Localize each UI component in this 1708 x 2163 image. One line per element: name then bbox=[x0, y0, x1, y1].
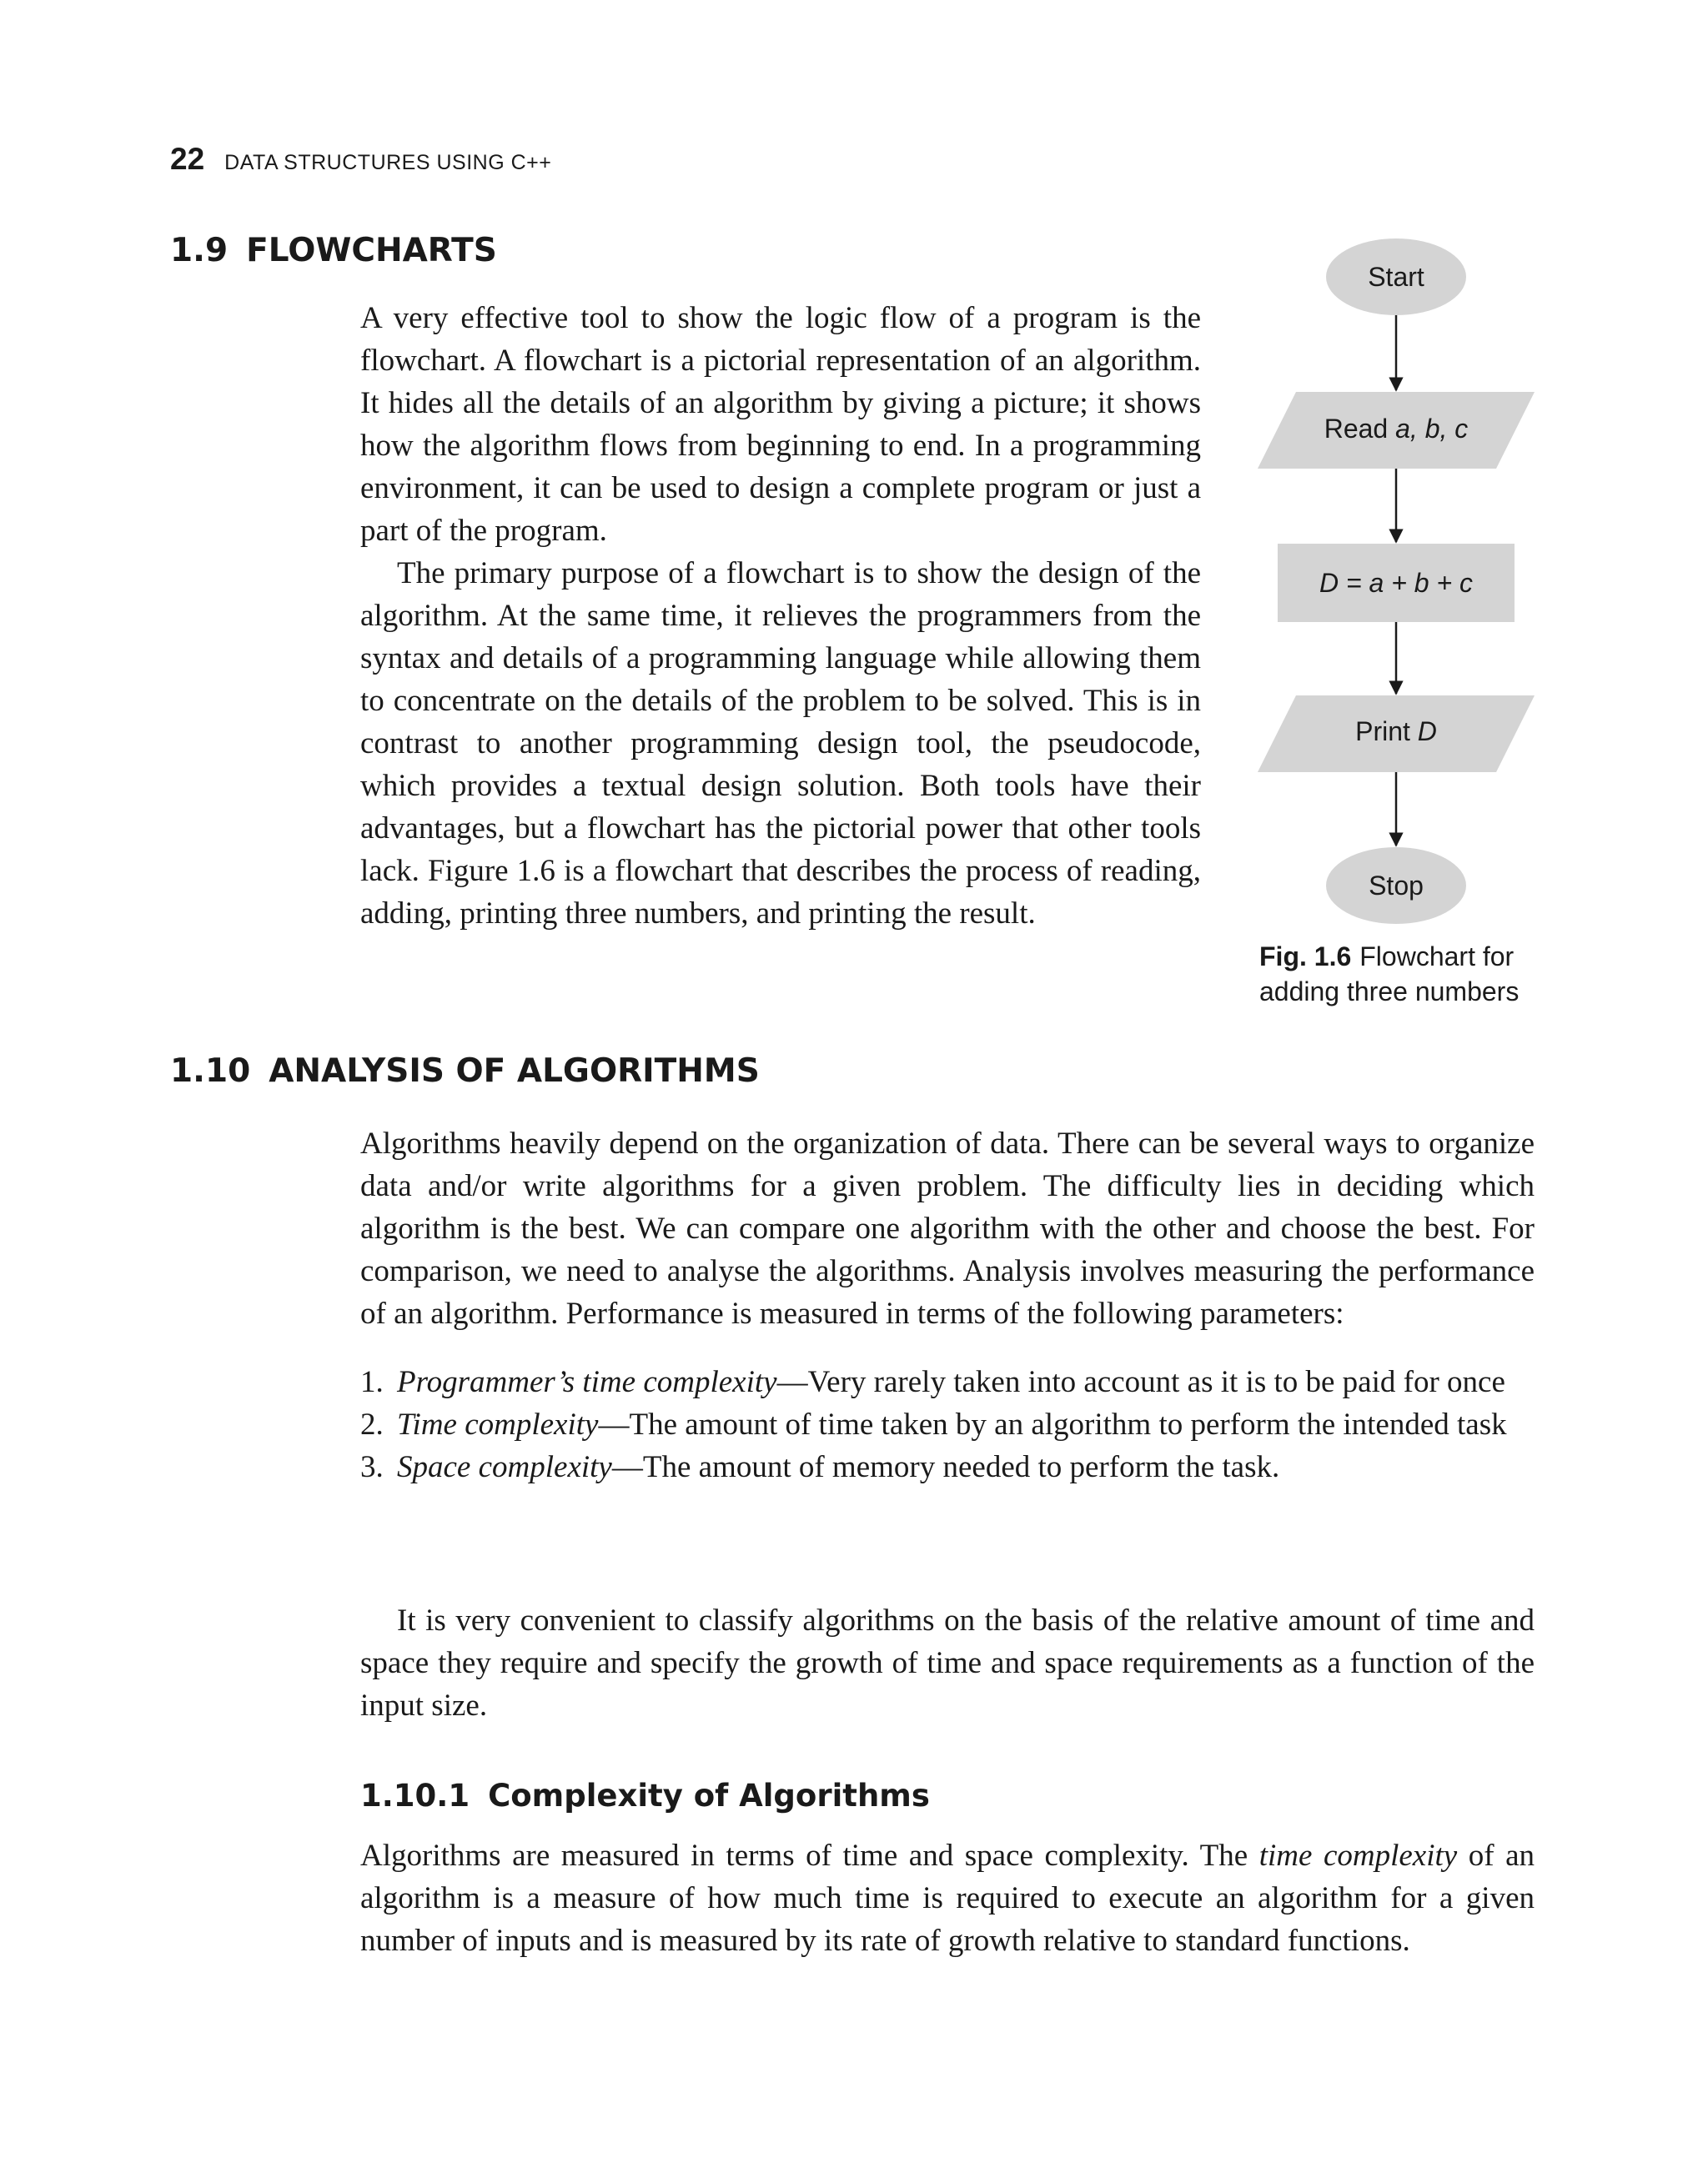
start-label: Start bbox=[1368, 262, 1424, 292]
figure-caption bbox=[1259, 939, 1519, 1009]
caption-line-1: Flowchart for bbox=[1359, 941, 1515, 971]
list-item-term: Space complexity bbox=[397, 1450, 612, 1484]
print-label: Print bbox=[1355, 716, 1410, 746]
flowchart-print-node bbox=[1258, 695, 1535, 772]
read-label: Read bbox=[1324, 414, 1389, 444]
section-heading-analysis bbox=[170, 1052, 760, 1090]
stop-label: Stop bbox=[1369, 871, 1424, 901]
page-number: 22 bbox=[170, 142, 205, 176]
flowchart-read-node bbox=[1258, 392, 1535, 469]
subsection-title: Complexity of Algorithms bbox=[488, 1778, 930, 1814]
caption-line-2: adding three numbers bbox=[1259, 976, 1520, 1006]
parameters-list bbox=[360, 1361, 1535, 1488]
subsection-number: 1.10.1 bbox=[360, 1778, 470, 1814]
flowcharts-paragraph-2: The primary purpose of a flowchart is to show the design of the algorithm. At the same time, it relieves the programmers from the syntax and details of a programming language while allowing them to concentrate on the details of the problem to be solved. This is in contrast to another programming design tool, the pseudocode, which provides a textual design solution. Both tools have their advantages, but a flowchart has the pictorial power that other tools lack. Figure 1.6 is a flowchart that describes the process of reading, adding, printing three numbers, and printing the result. bbox=[360, 556, 1201, 931]
flowchart-stop-node bbox=[1326, 847, 1466, 924]
list-item bbox=[360, 1361, 1535, 1403]
list-item bbox=[360, 1403, 1535, 1446]
list-item-description: —The amount of memory needed to perform the task. bbox=[611, 1450, 1280, 1484]
section-number: 1.9 bbox=[170, 232, 229, 269]
list-item-number: 2. bbox=[360, 1408, 384, 1442]
list-item-description: —Very rarely taken into account as it is to be paid for once bbox=[776, 1365, 1505, 1399]
analysis-paragraph-2: It is very convenient to classify algorithms on the basis of the relative amount of time and space they require and specify the growth of time and space requirements as a function of the input size. bbox=[360, 1603, 1535, 1723]
read-text bbox=[1324, 414, 1469, 444]
subsection-heading-complexity bbox=[360, 1778, 930, 1814]
running-head bbox=[170, 142, 551, 177]
flowchart-figure bbox=[1251, 233, 1551, 934]
print-var: D bbox=[1417, 716, 1437, 746]
flowchart-process-node bbox=[1278, 544, 1515, 622]
section-number: 1.10 bbox=[170, 1052, 251, 1090]
list-item-number: 3. bbox=[360, 1450, 384, 1484]
flowchart-start-node bbox=[1326, 238, 1466, 315]
list-item-term: Programmer’s time complexity bbox=[397, 1365, 777, 1399]
assign-expression: D = a + b + c bbox=[1319, 568, 1474, 598]
list-item-description: —The amount of time taken by an algorithm to perform the intended task bbox=[598, 1408, 1507, 1442]
complexity-text-before: Algorithms are measured in terms of time and space complexity. The bbox=[360, 1839, 1259, 1873]
list-item bbox=[360, 1446, 1535, 1488]
complexity-paragraph bbox=[360, 1834, 1535, 1962]
list-item-term: Time complexity bbox=[397, 1408, 599, 1442]
figure-label: Fig. 1.6 bbox=[1259, 941, 1352, 971]
flowcharts-paragraph-1: A very effective tool to show the logic flow of a program is the flowchart. A flowchart is a pictorial representation of an algorithm. It hides all the details of an algorithm by giving a picture; it shows how the algorithm flows from beginning to end. In a programming environment, it can be used to design a complete program or just a part of the program. bbox=[360, 301, 1201, 548]
print-text bbox=[1355, 716, 1437, 746]
section-title: ANALYSIS OF ALGORITHMS bbox=[269, 1052, 760, 1090]
read-vars: a, b, c bbox=[1395, 414, 1469, 444]
complexity-text-after: of an algorithm is a measure of how much time is required to execute an algorithm for a given number of inputs and is measured by its rate of growth relative to standard functions. bbox=[360, 1839, 1535, 1958]
complexity-term: time complexity bbox=[1258, 1839, 1458, 1873]
list-item-number: 1. bbox=[360, 1365, 384, 1399]
section-title: FLOWCHARTS bbox=[246, 232, 497, 269]
book-title: DATA STRUCTURES USING C++ bbox=[224, 151, 552, 174]
section-heading-flowcharts bbox=[170, 232, 497, 269]
analysis-paragraph-1: Algorithms heavily depend on the organization of data. There can be several ways to organize data and/or write algorithms for a given problem. The difficulty lies in deciding which algorithm is the best. We can compare one algorithm with the other and choose the best. For comparison, we need to analyse the algorithms. Analysis involves measuring the performance of an algorithm. Performance is measured in terms of the following parameters: bbox=[360, 1127, 1535, 1331]
